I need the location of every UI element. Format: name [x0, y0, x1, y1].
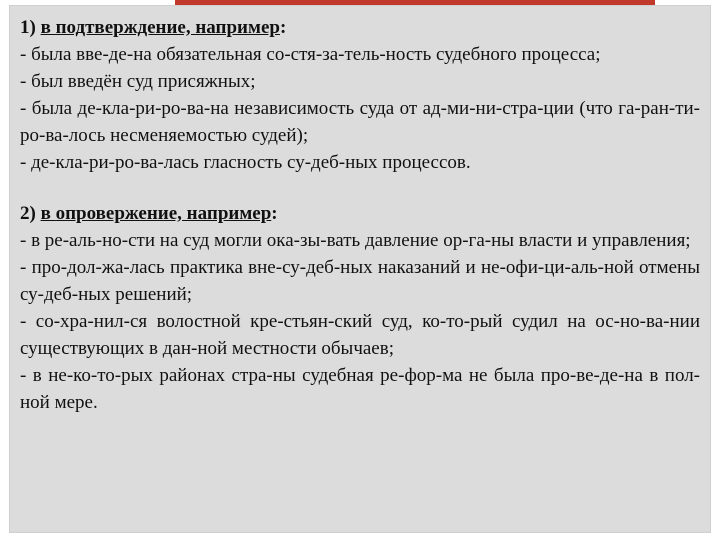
- section-heading: [20, 14, 700, 41]
- list-item: - была де-кла-ри-ро-ва-на независимость суда от ад-ми-ни-стра-ции (что га-ран-ти-ро-ва-лось несменяемостью судей);: [20, 98, 700, 146]
- section-refutation: [20, 200, 700, 416]
- list-item: - в не-ко-то-рых районах стра-ны судебная ре-фор-ма не была про-ве-де-на в пол-ной мере.: [20, 365, 700, 413]
- heading-colon: :: [271, 203, 278, 224]
- section-gap: [20, 176, 700, 200]
- heading-colon: :: [279, 17, 287, 38]
- section-number: 2): [20, 203, 36, 224]
- list-item: - была вве-де-на обязательная со-стя-за-тель-ность судебного процесса;: [20, 44, 601, 65]
- list-item: - был введён суд присяжных;: [20, 71, 256, 92]
- section-heading: [20, 200, 700, 227]
- section-confirmation: [20, 14, 700, 176]
- section-number: 1): [20, 17, 36, 38]
- list-item: - в ре-аль-но-сти на суд могли ока-зы-вать давление ор-га-ны власти и управления;: [20, 230, 691, 251]
- list-item: - про-дол-жа-лась практика вне-су-деб-ных наказаний и не-офи-ци-аль-ной отмены су-деб-ных решений;: [20, 257, 700, 305]
- list-item: - де-кла-ри-ро-ва-лась гласность су-деб-ных процессов.: [20, 152, 471, 173]
- slide-content: [20, 14, 700, 416]
- heading-text: в опровержение, например: [40, 203, 272, 224]
- heading-text: в подтверждение, например: [40, 17, 280, 38]
- list-item: - со-хра-нил-ся волостной кре-стьян-ский суд, ко-то-рый судил на ос-но-ва-нии существующих в дан-ной местности обычаев;: [20, 311, 700, 359]
